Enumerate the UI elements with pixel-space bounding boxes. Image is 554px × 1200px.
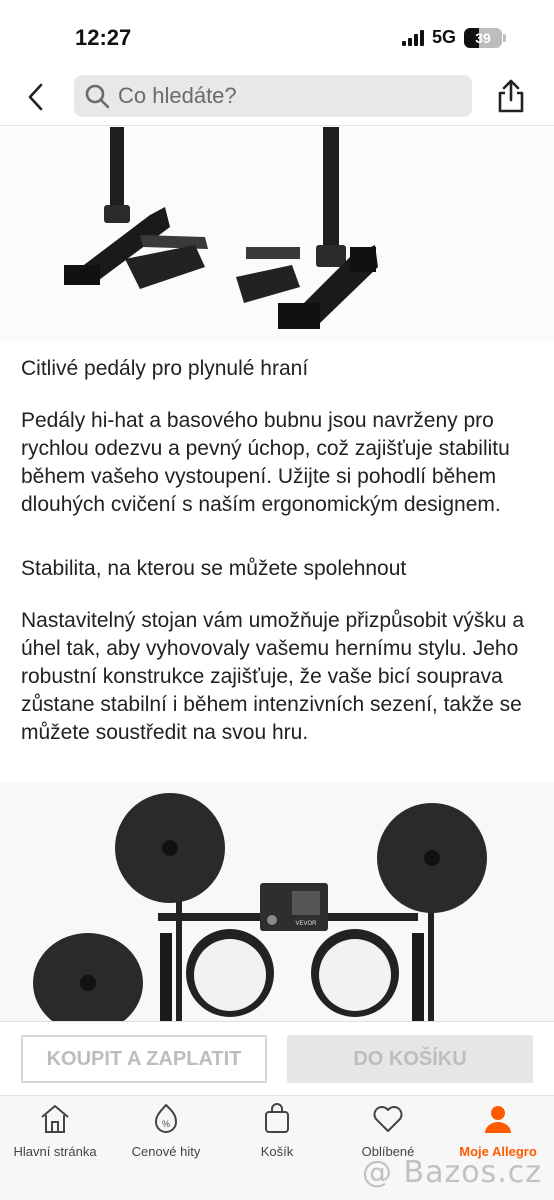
tab-home[interactable] bbox=[0, 1102, 110, 1162]
buy-now-button[interactable]: KOUPIT A ZAPLATIT bbox=[21, 1035, 267, 1083]
module-brand-label: VEVOR bbox=[295, 921, 317, 927]
watermark: @ Bazos.cz bbox=[361, 1155, 542, 1190]
chevron-left-icon bbox=[26, 83, 44, 111]
tab-label: Cenové hity bbox=[131, 1144, 201, 1159]
feature-text-pedals: Pedály hi-hat a basového bubnu jsou navrženy pro rychlou odezvu a pevný úchop, což zajišťuje stabilitu během vašeho vystoupení. Užijte si pohodlí během dlouhých cvičení s naším ergonomickým designem. bbox=[21, 409, 510, 516]
status-indicators bbox=[402, 27, 506, 48]
feature-heading-pedals: Citlivé pedály pro plynulé hraní bbox=[21, 357, 309, 380]
search-icon bbox=[84, 83, 110, 109]
share-button[interactable] bbox=[494, 76, 528, 116]
search-input[interactable] bbox=[74, 75, 472, 117]
svg-text:%: % bbox=[161, 1119, 171, 1129]
network-type: 5G bbox=[431, 27, 456, 47]
product-image-drumkit[interactable] bbox=[0, 783, 554, 1021]
back-button[interactable] bbox=[18, 80, 52, 114]
tab-cart[interactable] bbox=[222, 1102, 332, 1162]
pedals-illustration bbox=[0, 127, 554, 342]
top-navigation bbox=[0, 72, 554, 126]
tab-label: Hlavní stránka bbox=[13, 1144, 97, 1159]
signal-icon bbox=[402, 30, 424, 46]
home-icon bbox=[38, 1102, 72, 1136]
feature-heading-stability: Stabilita, na kterou se můžete spolehnout bbox=[21, 557, 407, 580]
price-tag-icon bbox=[149, 1102, 183, 1136]
product-description bbox=[0, 127, 554, 1021]
tab-price-hits[interactable] bbox=[111, 1102, 221, 1162]
status-time: 12:27 bbox=[75, 25, 132, 50]
battery-level: 39 bbox=[475, 29, 491, 46]
cart-bag-icon bbox=[260, 1102, 294, 1136]
tab-label: Košík bbox=[260, 1144, 294, 1159]
product-image-pedals[interactable] bbox=[0, 127, 554, 342]
share-icon bbox=[496, 78, 526, 114]
tab-label: Moje Allegro bbox=[459, 1144, 537, 1159]
tab-label: Oblíbené bbox=[361, 1144, 415, 1159]
status-bar bbox=[0, 0, 554, 70]
user-icon bbox=[481, 1102, 515, 1136]
battery-icon bbox=[464, 28, 506, 48]
feature-text-stability: Nastavitelný stojan vám umožňuje přizpůsobit výšku a úhel tak, aby vyhovovaly vašemu hernímu stylu. Jeho robustní konstrukce zajišťuje, že vaše bicí souprava zůstane stabilní i během intenzivních sezení, takže se můžete soustředit na svou hru. bbox=[21, 609, 525, 744]
drumkit-illustration bbox=[0, 783, 554, 1021]
purchase-actions bbox=[0, 1021, 554, 1095]
search-placeholder: Co hledáte? bbox=[118, 83, 237, 108]
tab-my-allegro[interactable] bbox=[443, 1102, 553, 1162]
heart-icon bbox=[371, 1102, 405, 1136]
add-to-cart-button[interactable]: DO KOŠÍKU bbox=[287, 1035, 533, 1083]
tab-favorites[interactable] bbox=[333, 1102, 443, 1162]
bottom-tab-bar bbox=[0, 1095, 554, 1200]
